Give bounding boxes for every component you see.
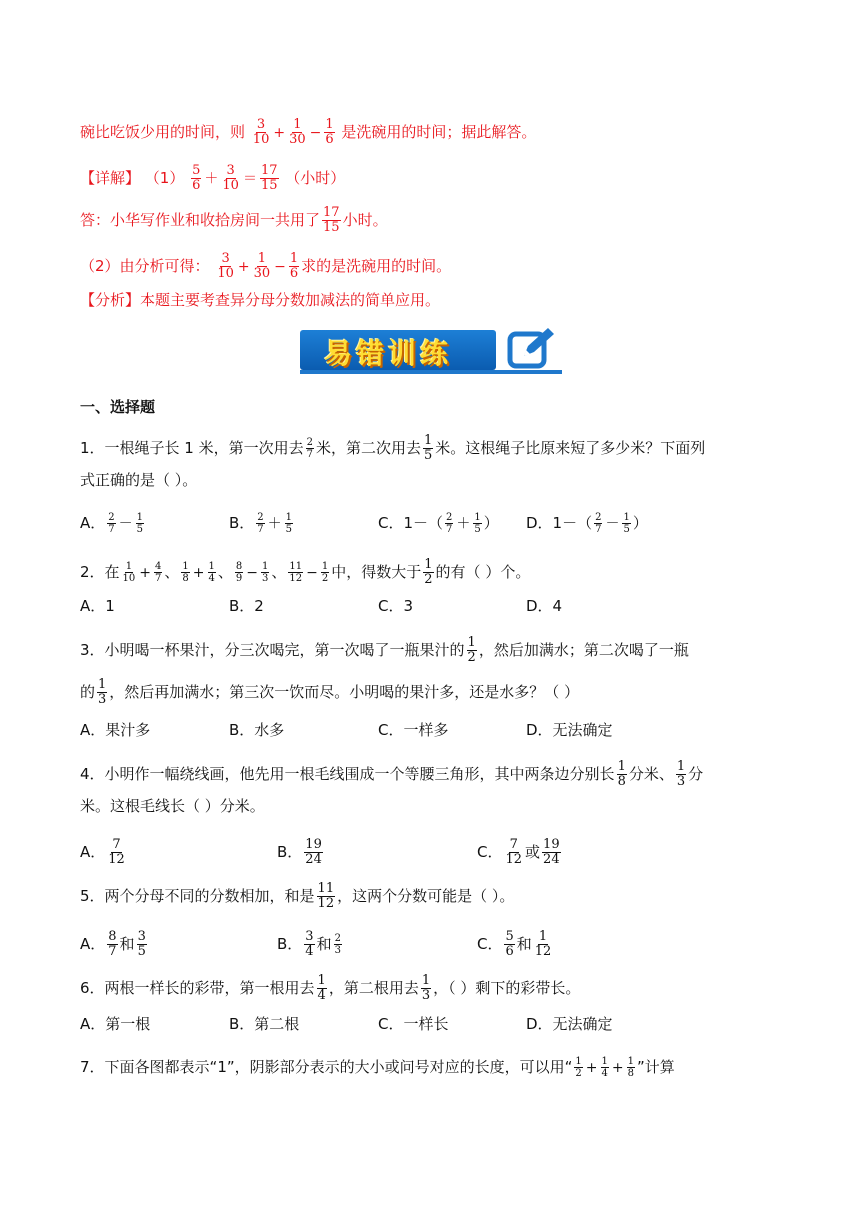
- denominator: 3: [334, 945, 341, 956]
- denominator: 24: [543, 852, 560, 867]
- option-6b[interactable]: B．第二根: [229, 1015, 300, 1033]
- text-segment: 的: [80, 683, 96, 701]
- denominator: 30: [253, 266, 271, 281]
- numerator: 1: [317, 973, 326, 988]
- text-segment: （小时）: [285, 169, 346, 187]
- text-segment: 分米、: [628, 765, 674, 783]
- fraction: [504, 838, 523, 867]
- numerator: 3: [256, 117, 266, 132]
- fraction: [601, 1056, 609, 1079]
- fraction: [534, 930, 553, 959]
- fraction: [676, 760, 686, 789]
- text-segment: C．: [477, 935, 503, 953]
- denominator: 2: [321, 573, 329, 584]
- fraction: [221, 164, 240, 193]
- fraction: [473, 512, 481, 535]
- denominator: 10: [122, 573, 136, 584]
- option-6a[interactable]: A．第一根: [80, 1015, 151, 1033]
- option-2a[interactable]: A．1: [80, 597, 115, 615]
- fraction: [421, 974, 431, 1003]
- operator: −: [309, 125, 322, 141]
- numerator: 8: [235, 561, 243, 572]
- banner-title: 易错训练: [324, 337, 453, 370]
- numerator: 17: [323, 205, 340, 220]
- numerator: 3: [137, 929, 146, 944]
- numerator: 7: [509, 837, 518, 852]
- solution-line-2: [80, 164, 345, 193]
- fraction: [504, 930, 514, 959]
- option-1b[interactable]: [229, 512, 295, 535]
- option-5a[interactable]: [80, 930, 149, 959]
- fraction: [304, 838, 323, 867]
- solution-line-4: [80, 252, 451, 281]
- text-segment: ，第二根用去: [328, 979, 419, 997]
- denominator: 4: [601, 1068, 608, 1079]
- fraction: [191, 164, 201, 193]
- option-2d[interactable]: D．4: [526, 597, 563, 615]
- text-segment: ，然后加满水；第二次喝了一瓶: [478, 641, 689, 659]
- numerator: 1: [424, 433, 433, 448]
- fraction: [216, 252, 235, 281]
- denominator: 7: [257, 524, 264, 535]
- numerator: 5: [192, 163, 201, 178]
- fraction: [622, 512, 630, 535]
- question-3: [80, 636, 689, 665]
- numerator: 1: [601, 1056, 608, 1067]
- fraction: [542, 838, 561, 867]
- denominator: 3: [262, 573, 269, 584]
- operator: +: [611, 1060, 624, 1076]
- fraction: [304, 930, 314, 959]
- numerator: 1: [262, 561, 269, 572]
- denominator: 24: [305, 852, 322, 867]
- option-4c[interactable]: [477, 838, 563, 867]
- numerator: 2: [257, 512, 264, 523]
- numerator: 1: [125, 561, 133, 572]
- text-segment: ，（ ）剩下的彩带长。: [433, 979, 581, 997]
- operator: +: [139, 565, 152, 581]
- fraction: [181, 561, 189, 584]
- fraction: [423, 434, 433, 463]
- question-6: [80, 974, 580, 1003]
- denominator: 7: [306, 449, 313, 460]
- question-3-cont: [80, 678, 579, 707]
- denominator: 3: [676, 774, 686, 789]
- numerator: 11: [289, 561, 303, 572]
- text-segment: 的有（ ）个。: [435, 563, 531, 581]
- denominator: 4: [208, 573, 215, 584]
- fraction: [322, 206, 341, 235]
- numerator: 3: [226, 163, 235, 178]
- fraction: [445, 512, 453, 535]
- solution-line-3: [80, 206, 388, 235]
- denominator: 7: [108, 944, 117, 959]
- numerator: 1: [289, 251, 299, 266]
- detail-tag: 【详解】: [80, 169, 141, 187]
- denominator: 5: [136, 524, 144, 535]
- fraction: [97, 678, 107, 707]
- fraction: [252, 118, 271, 147]
- text-segment: 7．下面各图都表示“1”，阴影部分表示的大小或问号对应的长度，可以用“: [80, 1058, 573, 1076]
- numerator: 1: [325, 117, 334, 132]
- text-segment: 3．小明喝一杯果汁，分三次喝完，第一次喝了一瓶果汁的: [80, 641, 465, 659]
- numerator: 2: [595, 512, 602, 523]
- text-segment: 中，得数大于: [331, 563, 422, 581]
- text-segment: 2．在: [80, 563, 120, 581]
- text-segment: 4．小明作一幅绕线画，他先用一根毛线围成一个等腰三角形，其中两条边分别长: [80, 765, 615, 783]
- option-5c[interactable]: [477, 930, 554, 959]
- numerator: 1: [257, 251, 267, 266]
- numerator: 11: [317, 881, 335, 896]
- denominator: 7: [155, 573, 162, 584]
- denominator: 5: [623, 524, 630, 535]
- denominator: 5: [137, 944, 146, 959]
- denominator: 3: [421, 988, 431, 1003]
- numerator: 8: [108, 929, 117, 944]
- fraction: [594, 512, 602, 535]
- numerator: 2: [306, 437, 313, 448]
- numerator: 1: [98, 677, 107, 692]
- denominator: 12: [108, 852, 125, 867]
- text-segment: ，这两个分数可能是（ ）。: [337, 887, 515, 905]
- operator: ＋: [456, 516, 471, 532]
- operator: ＋: [204, 171, 219, 187]
- denominator: 7: [595, 524, 602, 535]
- text-segment: 分: [688, 765, 704, 783]
- question-4-cont: 米。这根毛线长（ ）分米。: [80, 797, 265, 815]
- numerator: 5: [505, 929, 514, 944]
- numerator: 1: [208, 561, 215, 572]
- denominator: 12: [289, 573, 303, 584]
- fraction: [285, 512, 293, 535]
- text-segment: 、: [217, 563, 233, 581]
- question-4: [80, 760, 703, 789]
- denominator: 15: [260, 178, 278, 193]
- numerator: 1: [424, 557, 433, 572]
- text-segment: 米，第二次用去: [316, 439, 422, 457]
- fraction: [137, 930, 147, 959]
- fraction: [334, 933, 342, 956]
- fraction: [107, 512, 115, 535]
- operator: +: [237, 259, 250, 275]
- text-segment: 、: [164, 563, 180, 581]
- numerator: 1: [575, 1056, 582, 1067]
- text-segment: ）: [632, 514, 648, 532]
- option-3d[interactable]: D．无法确定: [526, 721, 613, 739]
- denominator: 4: [317, 988, 326, 1003]
- option-6c[interactable]: C．一样长: [378, 1015, 449, 1033]
- option-3a[interactable]: A．果汁多: [80, 721, 151, 739]
- fraction: [423, 558, 433, 587]
- denominator: 4: [305, 944, 314, 959]
- denominator: 8: [627, 1068, 634, 1079]
- fraction: [617, 760, 627, 789]
- denominator: 6: [192, 178, 201, 193]
- text-segment: A．: [80, 514, 106, 532]
- fraction: [317, 882, 336, 911]
- question-7: [80, 1056, 675, 1079]
- fraction: [253, 252, 272, 281]
- denominator: 3: [98, 692, 107, 707]
- denominator: 10: [252, 132, 270, 147]
- text-segment: 或: [525, 843, 541, 861]
- numerator: 19: [543, 837, 560, 852]
- fraction: [136, 512, 144, 535]
- option-5b[interactable]: [277, 930, 344, 959]
- solution-text: 碗比吃饭少用的时间，则: [80, 123, 246, 141]
- numerator: 1: [293, 117, 302, 132]
- numerator: 1: [538, 929, 548, 944]
- denominator: 8: [617, 774, 626, 789]
- option-3c[interactable]: C．一样多: [378, 721, 449, 739]
- error-training-banner: [300, 326, 562, 374]
- text-segment: 和: [119, 935, 135, 953]
- question-2: [80, 558, 530, 587]
- option-1a[interactable]: [80, 512, 146, 535]
- numerator: 1: [136, 512, 144, 523]
- solution-text: 是洗碗用的时间；据此解答。: [341, 123, 537, 141]
- denominator: 2: [467, 650, 476, 665]
- pencil-square-icon: [506, 326, 556, 372]
- denominator: 5: [424, 448, 433, 463]
- option-1c[interactable]: [378, 512, 499, 535]
- denominator: 5: [474, 524, 481, 535]
- text-segment: 、: [271, 563, 287, 581]
- fraction: [122, 561, 137, 584]
- operator: ＝: [242, 171, 257, 187]
- text-segment: 和: [516, 935, 532, 953]
- fraction: [107, 838, 126, 867]
- denominator: 5: [285, 524, 293, 535]
- text-segment: 小时。: [342, 211, 388, 229]
- fraction: [261, 561, 269, 584]
- fraction: [306, 437, 314, 460]
- fraction: [289, 252, 299, 281]
- numerator: 4: [155, 561, 162, 572]
- text-segment: C．: [477, 843, 503, 861]
- numerator: 1: [623, 512, 630, 523]
- operator: −: [306, 565, 318, 581]
- numerator: 17: [260, 163, 278, 178]
- text-segment: C．1－（: [378, 514, 444, 532]
- text-segment: 和: [316, 935, 332, 953]
- text-segment: ”计算: [637, 1058, 675, 1076]
- fraction: [256, 512, 264, 535]
- text-segment: 6．两根一样长的彩带，第一根用去: [80, 979, 315, 997]
- operator: −: [246, 565, 259, 581]
- numerator: 1: [467, 635, 476, 650]
- solution-line-1: [80, 118, 536, 147]
- option-2b[interactable]: B．2: [229, 597, 264, 615]
- denominator: 6: [505, 944, 514, 959]
- section-title: 一、选择题: [80, 398, 156, 416]
- denominator: 6: [325, 132, 334, 147]
- numerator: 19: [305, 837, 322, 852]
- fraction: [324, 118, 334, 147]
- question-5: [80, 882, 514, 911]
- numerator: 1: [627, 1056, 634, 1067]
- denominator: 10: [222, 178, 239, 193]
- option-3b[interactable]: B．水多: [229, 721, 285, 739]
- operator: ＋: [267, 516, 282, 532]
- option-4a[interactable]: [80, 838, 128, 867]
- text-segment: （1）: [144, 169, 185, 187]
- text-segment: A．: [80, 935, 106, 953]
- text-segment: 答：小华写作业和收拾房间一共用了: [80, 211, 321, 229]
- operator: －: [118, 516, 133, 532]
- fraction: [154, 561, 162, 584]
- text-segment: （2）由分析可得：: [80, 257, 210, 275]
- text-segment: B．: [277, 935, 303, 953]
- denominator: 7: [108, 524, 115, 535]
- solution-line-5: 【分析】本题主要考查异分母分数加减法的简单应用。: [80, 291, 441, 309]
- text-segment: 米。这根绳子比原来短了多少米？下面列: [435, 439, 706, 457]
- option-6d[interactable]: D．无法确定: [526, 1015, 613, 1033]
- fraction: [317, 974, 327, 1003]
- denominator: 12: [317, 896, 335, 911]
- denominator: 12: [534, 944, 552, 959]
- operator: +: [273, 125, 286, 141]
- text-segment: ）: [483, 514, 499, 532]
- text-segment: ，然后再加满水；第三次一饮而尽。小明喝的果汁多，还是水多？（ ）: [109, 683, 580, 701]
- option-2c[interactable]: C．3: [378, 597, 414, 615]
- denominator: 9: [235, 573, 243, 584]
- numerator: 7: [112, 837, 121, 852]
- denominator: 7: [446, 524, 453, 535]
- fraction: [288, 561, 303, 584]
- numerator: 1: [676, 759, 686, 774]
- text-segment: D．1－（: [526, 514, 593, 532]
- fraction: [574, 1056, 582, 1079]
- question-1-cont: 式正确的是（ ）。: [80, 471, 198, 489]
- denominator: 10: [217, 266, 234, 281]
- fraction: [208, 561, 216, 584]
- numerator: 2: [334, 933, 341, 944]
- text-segment: 5．两个分母不同的分数相加，和是: [80, 887, 315, 905]
- denominator: 6: [289, 266, 299, 281]
- fraction: [467, 636, 477, 665]
- operator: +: [585, 1060, 598, 1076]
- option-1d[interactable]: [526, 512, 648, 535]
- text-segment: A．: [80, 843, 106, 861]
- text-segment: 1．一根绳子长 1 米，第一次用去: [80, 439, 304, 457]
- text-segment: 求的是洗碗用的时间。: [301, 257, 452, 275]
- numerator: 1: [321, 561, 329, 572]
- fraction: [627, 1056, 635, 1079]
- operator: −: [274, 259, 286, 275]
- denominator: 2: [575, 1068, 582, 1079]
- numerator: 1: [285, 512, 293, 523]
- denominator: 30: [289, 132, 306, 147]
- fraction: [260, 164, 279, 193]
- operator: －: [605, 516, 620, 532]
- operator: +: [192, 565, 205, 581]
- numerator: 1: [182, 561, 189, 572]
- numerator: 3: [221, 251, 230, 266]
- option-4b[interactable]: [277, 838, 325, 867]
- fraction: [321, 561, 329, 584]
- denominator: 8: [182, 573, 189, 584]
- text-segment: B．: [229, 514, 255, 532]
- numerator: 1: [617, 759, 626, 774]
- question-1: [80, 434, 705, 463]
- denominator: 12: [505, 852, 523, 867]
- fraction: [107, 930, 117, 959]
- numerator: 1: [474, 512, 481, 523]
- numerator: 2: [446, 512, 453, 523]
- text-segment: B．: [277, 843, 303, 861]
- numerator: 2: [108, 512, 115, 523]
- denominator: 15: [323, 220, 340, 235]
- denominator: 2: [424, 572, 433, 587]
- fraction: [288, 118, 307, 147]
- numerator: 3: [305, 929, 314, 944]
- numerator: 1: [421, 973, 431, 988]
- fraction: [235, 561, 243, 584]
